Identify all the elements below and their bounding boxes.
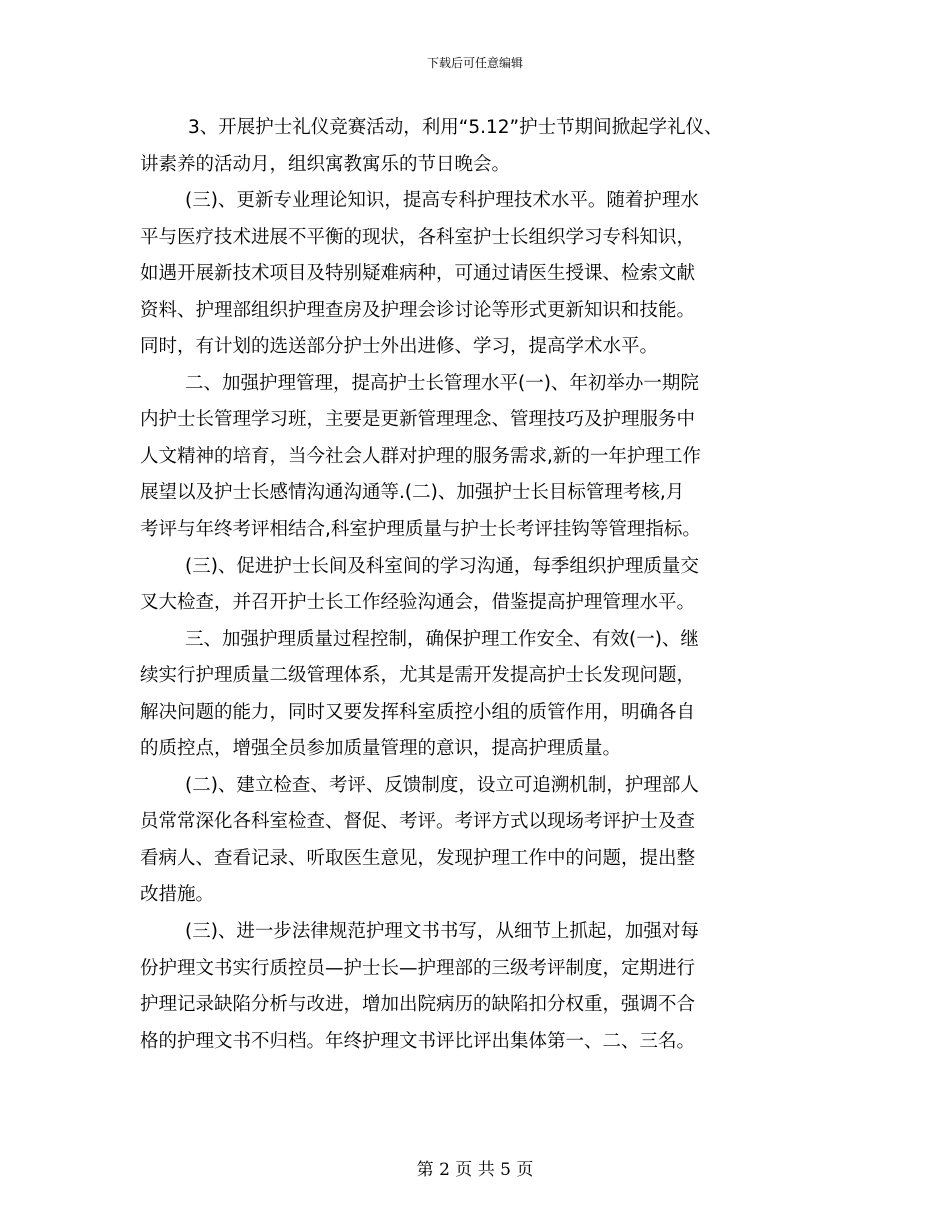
- body-line: 续实行护理质量二级管理体系，尤其是需开发提高护士长发现问题，: [140, 665, 696, 687]
- body-line: 格的护理文书不归档。年终护理文书评比评出集体第一、二、三名。: [140, 1030, 696, 1052]
- document-body: [140, 110, 810, 1060]
- body-line: 护理记录缺陷分析与改进，增加出院病历的缺陷扣分权重，强调不合: [140, 994, 696, 1016]
- body-line: (二)、建立检查、考评、反馈制度，设立可追溯机制，护理部人: [185, 774, 699, 796]
- body-line: 看病人、查看记录、听取医生意见，发现护理工作中的问题，提出整: [140, 847, 696, 869]
- body-line: 员常常深化各科室检查、督促、考评。考评方式以现场考评护士及查: [140, 811, 696, 833]
- body-line: 考评与年终考评相结合,科室护理质量与护士长考评挂钩等管理指标。: [140, 519, 701, 541]
- page-number: 第 2 页 共 5 页: [416, 1160, 534, 1180]
- body-line: (三)、进一步法律规范护理文书书写，从细节上抓起，加强对每: [185, 921, 699, 943]
- body-line: 资料、护理部组织护理查房及护理会诊讨论等形式更新知识和技能。: [140, 299, 696, 321]
- body-line: 二、加强护理管理，提高护士长管理水平(一)、年初举办一期院: [185, 372, 699, 394]
- body-line: 内护士长管理学习班，主要是更新管理理念、管理技巧及护理服务中: [140, 409, 696, 431]
- body-line: (三)、更新专业理论知识，提高专科护理技术水平。随着护理水: [185, 190, 699, 212]
- body-line: 人文精神的培育，当今社会人群对护理的服务需求,新的一年护理工作: [140, 445, 701, 467]
- body-line: 平与医疗技术进展不平衡的现状，各科室护士长组织学习专科知识，: [140, 226, 696, 248]
- body-line: 的质控点，增强全员参加质量管理的意识，提高护理质量。: [140, 738, 622, 760]
- body-line: 展望以及护士长感情沟通沟通等.(二)、加强护士长目标管理考核,月: [140, 482, 685, 504]
- body-line: 叉大检查，并召开护士长工作经验沟通会，借鉴提高护理管理水平。: [140, 592, 696, 614]
- page-header: 下载后可任意编辑: [426, 56, 523, 70]
- body-line: 解决问题的能力，同时又要发挥科室质控小组的质管作用，明确各自: [140, 701, 696, 723]
- body-line: 三、加强护理质量过程控制，确保护理工作安全、有效(一)、继: [185, 628, 699, 650]
- body-line: 改措施。: [140, 884, 215, 906]
- body-line: (三)、促进护士长间及科室间的学习沟通，每季组织护理质量交: [185, 555, 699, 577]
- body-line: 3、开展护士礼仪竞赛活动，利用“5.12”护士节期间掀起学礼仪、: [188, 117, 723, 138]
- body-line: 讲素养的活动月，组织寓教寓乐的节日晚会。: [140, 153, 511, 175]
- body-line: 如遇开展新技术项目及特别疑难病种，可通过请医生授课、检索文献: [140, 263, 696, 285]
- body-line: 份护理文书实行质控员—护士长—护理部的三级考评制度，定期进行: [140, 957, 696, 979]
- body-line: 同时，有计划的选送部分护士外出进修、学习，提高学术水平。: [140, 336, 659, 358]
